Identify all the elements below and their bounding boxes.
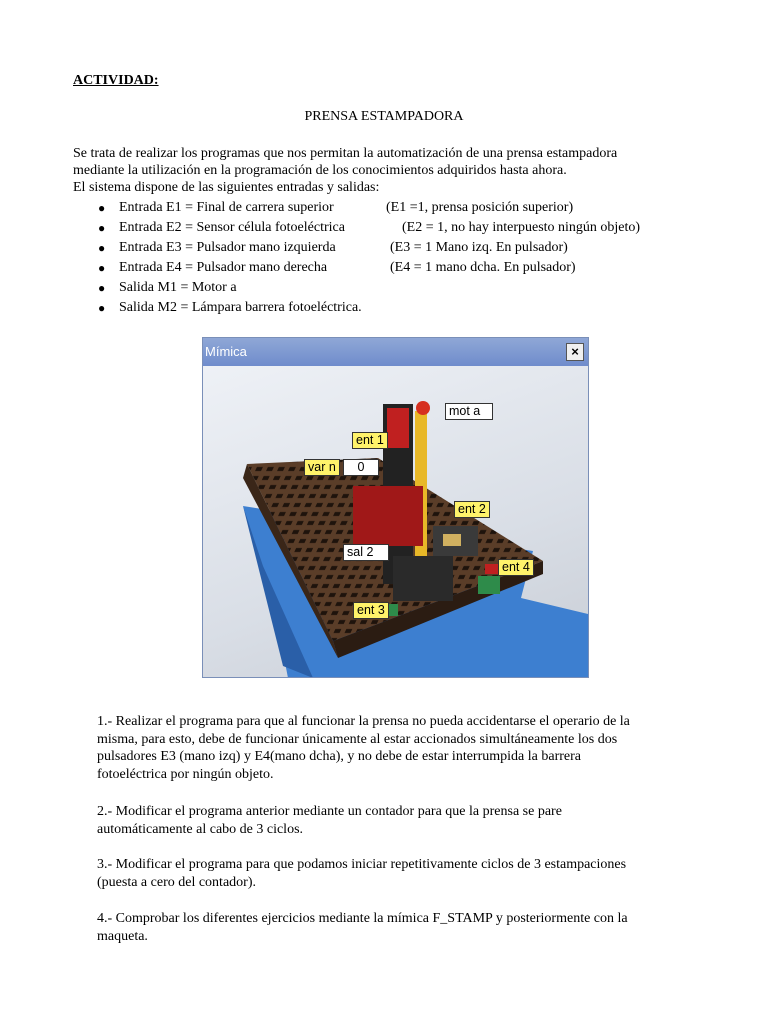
io-label: Entrada E2 = Sensor célula fotoeléctrica xyxy=(119,220,345,235)
io-item xyxy=(73,218,641,238)
io-item xyxy=(73,278,362,298)
tag-ent-2: ent 2 xyxy=(454,501,490,518)
intro-paragraph xyxy=(73,145,693,196)
bullet-icon: ● xyxy=(98,241,106,255)
io-label: Salida M1 = Motor a xyxy=(119,280,237,295)
io-list xyxy=(73,198,641,318)
io-note: (E2 = 1, no hay interpuesto ningún objeto) xyxy=(402,220,641,235)
window-titlebar xyxy=(203,338,588,366)
task-line: maqueta. xyxy=(97,928,148,944)
tag-ent-4: ent 4 xyxy=(498,559,534,576)
tag-var-n: var n xyxy=(304,459,340,476)
bullet-icon: ● xyxy=(98,261,106,275)
task-line: 1.- Realizar el programa para que al funcionar la prensa no pueda accidentarse el operario de la xyxy=(97,714,630,729)
bullet-icon: ● xyxy=(98,281,106,295)
intro-line: mediante la utilización en la programación de los conocimientos adquiridos hasta ahora. xyxy=(73,163,567,178)
green-button xyxy=(478,576,500,594)
io-label: Entrada E3 = Pulsador mano izquierda xyxy=(119,240,336,255)
tag-sal-2: sal 2 xyxy=(343,544,389,561)
task-line: misma, para esto, debe de funcionar únicamente al estar accionados simultáneamente los dos xyxy=(97,731,618,747)
task-line: (puesta a cero del contador). xyxy=(97,874,256,890)
tag-mot-a: mot a xyxy=(445,403,493,420)
task-line: 4.- Comprobar los diferentes ejercicios mediante la mímica F_STAMP y posteriormente con la xyxy=(97,911,628,926)
tag-ent-1: ent 1 xyxy=(352,432,388,449)
bullet-icon: ● xyxy=(98,201,106,215)
tag-var-value: 0 xyxy=(343,459,379,476)
intro-line: Se trata de realizar los programas que nos permitan la automatización de una prensa estampadora xyxy=(73,146,618,161)
task-line: fotoeléctrica por ningún objeto. xyxy=(97,766,274,782)
task-line: pulsadores E3 (mano izq) y E4(mano dcha), y no debe de estar interrumpida la barrera xyxy=(97,749,581,764)
red-part xyxy=(485,564,499,574)
task-line: 3.- Modificar el programa para que podamos iniciar repetitivamente ciclos de 3 estampaciones xyxy=(97,857,627,872)
task-1 xyxy=(97,713,697,783)
io-label: Entrada E1 = Final de carrera superior xyxy=(119,200,334,215)
io-note: (E1 =1, prensa posición superior) xyxy=(386,200,574,215)
io-label: Entrada E4 = Pulsador mano derecha xyxy=(119,260,328,275)
press-scene xyxy=(203,366,588,677)
bullet-icon: ● xyxy=(98,301,106,315)
sensor-part xyxy=(443,534,461,546)
press-model-illustration xyxy=(203,366,588,677)
io-label: Salida M2 = Lámpara barrera fotoeléctrica. xyxy=(119,300,362,315)
task-4 xyxy=(97,910,697,945)
task-line: 2.- Modificar el programa anterior mediante un contador para que la prensa se pare xyxy=(97,804,562,819)
document-title: PRENSA ESTAMPADORA xyxy=(304,109,464,124)
close-icon[interactable]: × xyxy=(566,343,584,361)
tag-ent-3: ent 3 xyxy=(353,602,389,619)
io-item xyxy=(73,238,568,258)
press-body xyxy=(353,486,423,546)
intro-line: El sistema dispone de las siguientes entradas y salidas: xyxy=(73,180,380,195)
red-wheel xyxy=(416,401,430,415)
io-item xyxy=(73,258,576,278)
bullet-icon: ● xyxy=(98,221,106,235)
task-3 xyxy=(97,856,697,891)
mimica-window xyxy=(202,337,589,678)
red-block xyxy=(387,408,409,448)
activity-heading: ACTIVIDAD: xyxy=(73,73,159,88)
io-note: (E3 = 1 Mano izq. En pulsador) xyxy=(390,240,568,255)
task-line: automáticamente al cabo de 3 ciclos. xyxy=(97,821,304,837)
task-2 xyxy=(97,803,697,838)
window-title: Mímica xyxy=(205,344,247,359)
io-item xyxy=(73,298,362,318)
io-item xyxy=(73,198,574,218)
io-note: (E4 = 1 mano dcha. En pulsador) xyxy=(390,260,576,275)
press-head xyxy=(393,556,453,601)
